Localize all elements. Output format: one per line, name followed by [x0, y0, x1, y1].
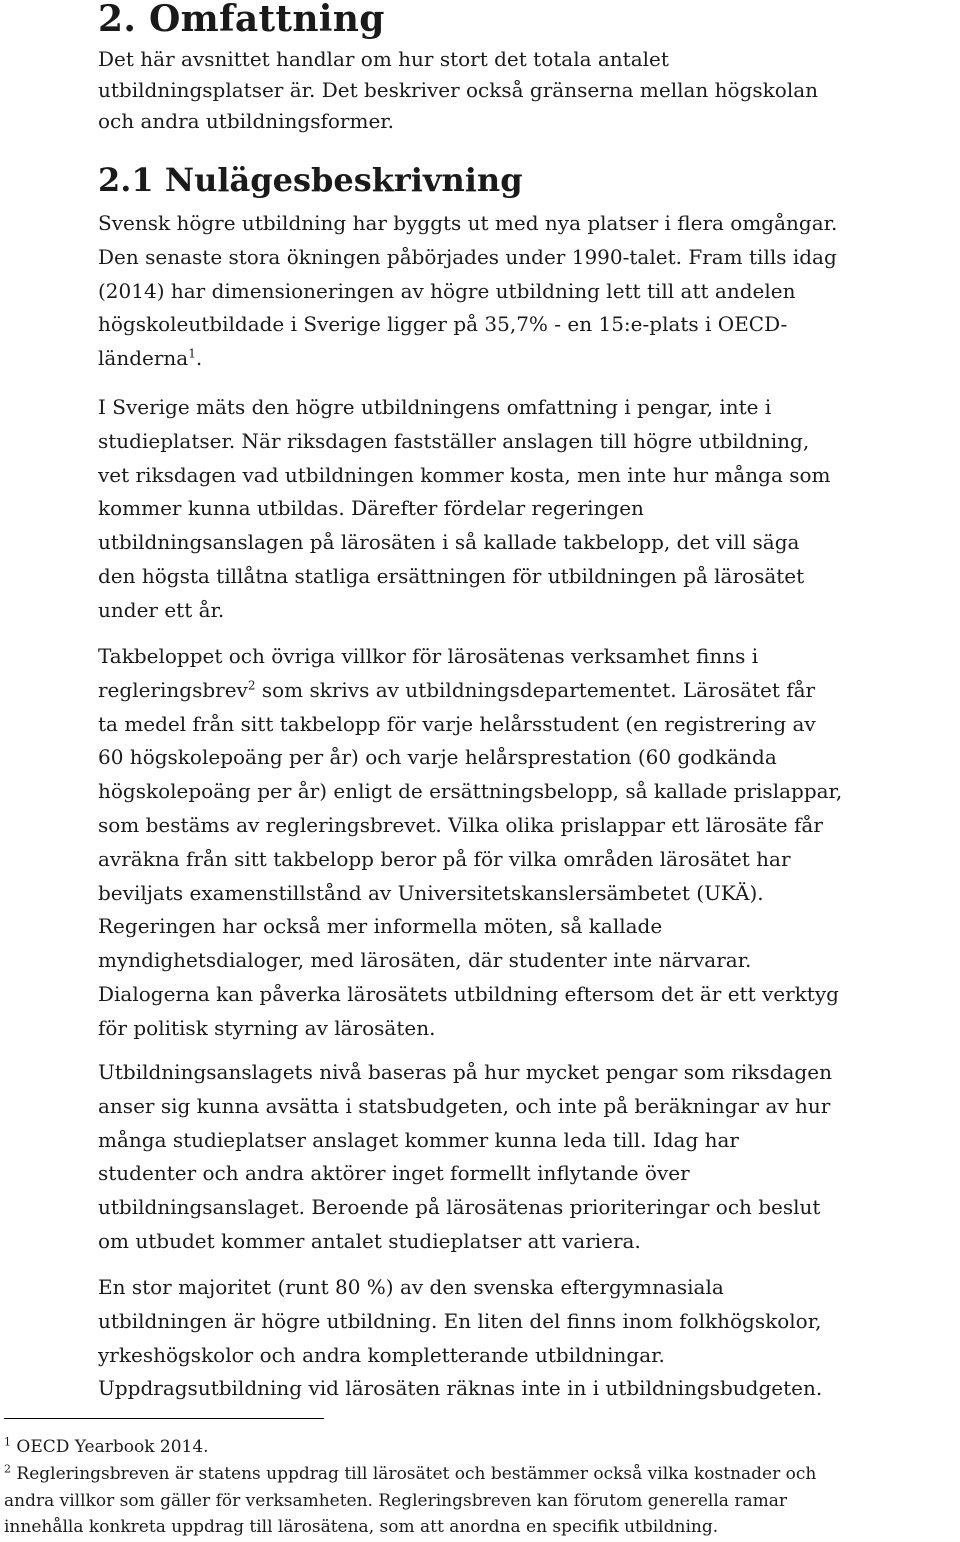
footnote-ref-1[interactable]: 1: [188, 346, 196, 361]
text-line: anser sig kunna avsätta i statsbudgeten, och inte på beräkningar av hur: [98, 1093, 831, 1118]
text-line: utbildningsanslaget. Beroende på lärosätenas prioriteringar och beslut: [98, 1195, 821, 1220]
text-line: utbildningen är högre utbildning. En liten del finns inom folkhögskolor,: [98, 1308, 822, 1333]
paragraph-1: [98, 207, 938, 376]
section-heading: 2. Omfattning: [98, 0, 385, 40]
text-line: Dialogerna kan påverka lärosätets utbildning eftersom det är ett verktyg: [98, 981, 839, 1006]
text-line: under ett år.: [98, 597, 225, 622]
text-line: yrkeshögskolor och andra kompletterande utbildningar.: [98, 1342, 665, 1367]
text-line: En stor majoritet (runt 80 %) av den svenska eftergymnasiala: [98, 1275, 724, 1299]
text-line: Takbeloppet och övriga villkor för lärosätenas verksamhet finns i: [98, 644, 759, 668]
text-line: Svensk högre utbildning har byggts ut med nya platser i flera omgångar.: [98, 211, 838, 235]
text-line: myndighetsdialoger, med lärosäten, där studenter inte närvarar.: [98, 948, 752, 973]
footnote-1: [4, 1434, 960, 1461]
text-line: kommer kunna utbildas. Därefter fördelar regeringen: [98, 496, 644, 521]
text-line: högskolepoäng per år) enligt de ersättningsbelopp, så kallade prislappar,: [98, 779, 843, 804]
text-line: beviljats examenstillstånd av Universitetskanslersämbetet (UKÄ).: [98, 880, 764, 905]
paragraph-4: [98, 1056, 938, 1259]
text-fragment: som skrivs av utbildningsdepartementet. Lärosätet får: [255, 677, 816, 702]
text-line: Uppdragsutbildning vid lärosäten räknas inte in i utbildningsbudgeten.: [98, 1376, 823, 1401]
text-line: [98, 674, 938, 708]
footnote-ref-2[interactable]: 2: [247, 678, 256, 693]
subsection-heading: 2.1 Nulägesbeskrivning: [98, 161, 523, 199]
intro-line: Det här avsnittet handlar om hur stort det totala antalet: [98, 47, 669, 71]
text-line: högskoleutbildade i Sverige ligger på 35,7% - en 15:e-plats i OECD-: [98, 312, 788, 337]
text-line: för politisk styrning av lärosäten.: [98, 1015, 436, 1040]
text-line: om utbudet kommer antalet studieplatser att variera.: [98, 1228, 641, 1253]
text-line: vet riksdagen vad utbildningen kommer kosta, men inte hur många som: [98, 462, 831, 487]
text-line: I Sverige mäts den högre utbildningens omfattning i pengar, inte i: [98, 395, 772, 419]
footnote-line: [4, 1461, 960, 1488]
footnote-line: innehålla konkreta uppdrag till lärosätena, som att anordna en specifik utbildning.: [4, 1517, 719, 1537]
text-line: utbildningsanslagen på lärosäten i så kallade takbelopp, det vill säga: [98, 530, 800, 555]
text-line: många studieplatser anslaget kommer kunna leda till. Idag har: [98, 1127, 739, 1152]
text-line: studenter och andra aktörer inget formellt inflytande över: [98, 1161, 690, 1186]
text-fragment: länderna: [98, 346, 189, 371]
footnote-separator: [4, 1418, 324, 1419]
text-line: studieplatser. När riksdagen fastställer anslagen till högre utbildning,: [98, 428, 810, 453]
footnote-2: [4, 1461, 960, 1541]
paragraph-3: [98, 640, 938, 1046]
text-line: 60 högskolepoäng per år) och varje helårsprestation (60 godkända: [98, 745, 777, 770]
paragraph-2: [98, 391, 938, 628]
text-line: [98, 342, 938, 376]
intro-line: utbildningsplatser är. Det beskriver också gränserna mellan högskolan: [98, 78, 819, 102]
intro-line: och andra utbildningsformer.: [98, 109, 394, 133]
text-fragment: regleringsbrev: [98, 677, 248, 702]
text-fragment: .: [195, 346, 203, 371]
text-line: Den senaste stora ökningen påbörjades under 1990-talet. Fram tills idag: [98, 244, 837, 269]
footnote-mark: 1: [4, 1435, 11, 1449]
text-line: Regeringen har också mer informella möten, så kallade: [98, 914, 663, 939]
text-line: avräkna från sitt takbelopp beror på för vilka områden lärosätet har: [98, 846, 791, 871]
text-line: som bestäms av regleringsbrevet. Vilka olika prislappar ett lärosäte får: [98, 812, 823, 837]
footnote-text: OECD Yearbook 2014.: [11, 1437, 209, 1457]
paragraph-5: [98, 1271, 938, 1406]
text-line: (2014) har dimensioneringen av högre utbildning lett till att andelen: [98, 278, 796, 303]
footnote-line: andra villkor som gäller för verksamheten. Regleringsbreven kan förutom generella ramar: [4, 1490, 787, 1511]
section-intro: [98, 44, 938, 137]
text-line: ta medel från sitt takbelopp för varje helårsstudent (en registrering av: [98, 711, 816, 736]
footnote-mark: 2: [4, 1462, 11, 1476]
footnote-text: Regleringsbreven är statens uppdrag till lärosätet och bestämmer också vilka kostnader och: [11, 1464, 817, 1484]
text-line: Utbildningsanslagets nivå baseras på hur mycket pengar som riksdagen: [98, 1060, 832, 1084]
text-line: den högsta tillåtna statliga ersättningen för utbildningen på lärosätet: [98, 563, 805, 588]
